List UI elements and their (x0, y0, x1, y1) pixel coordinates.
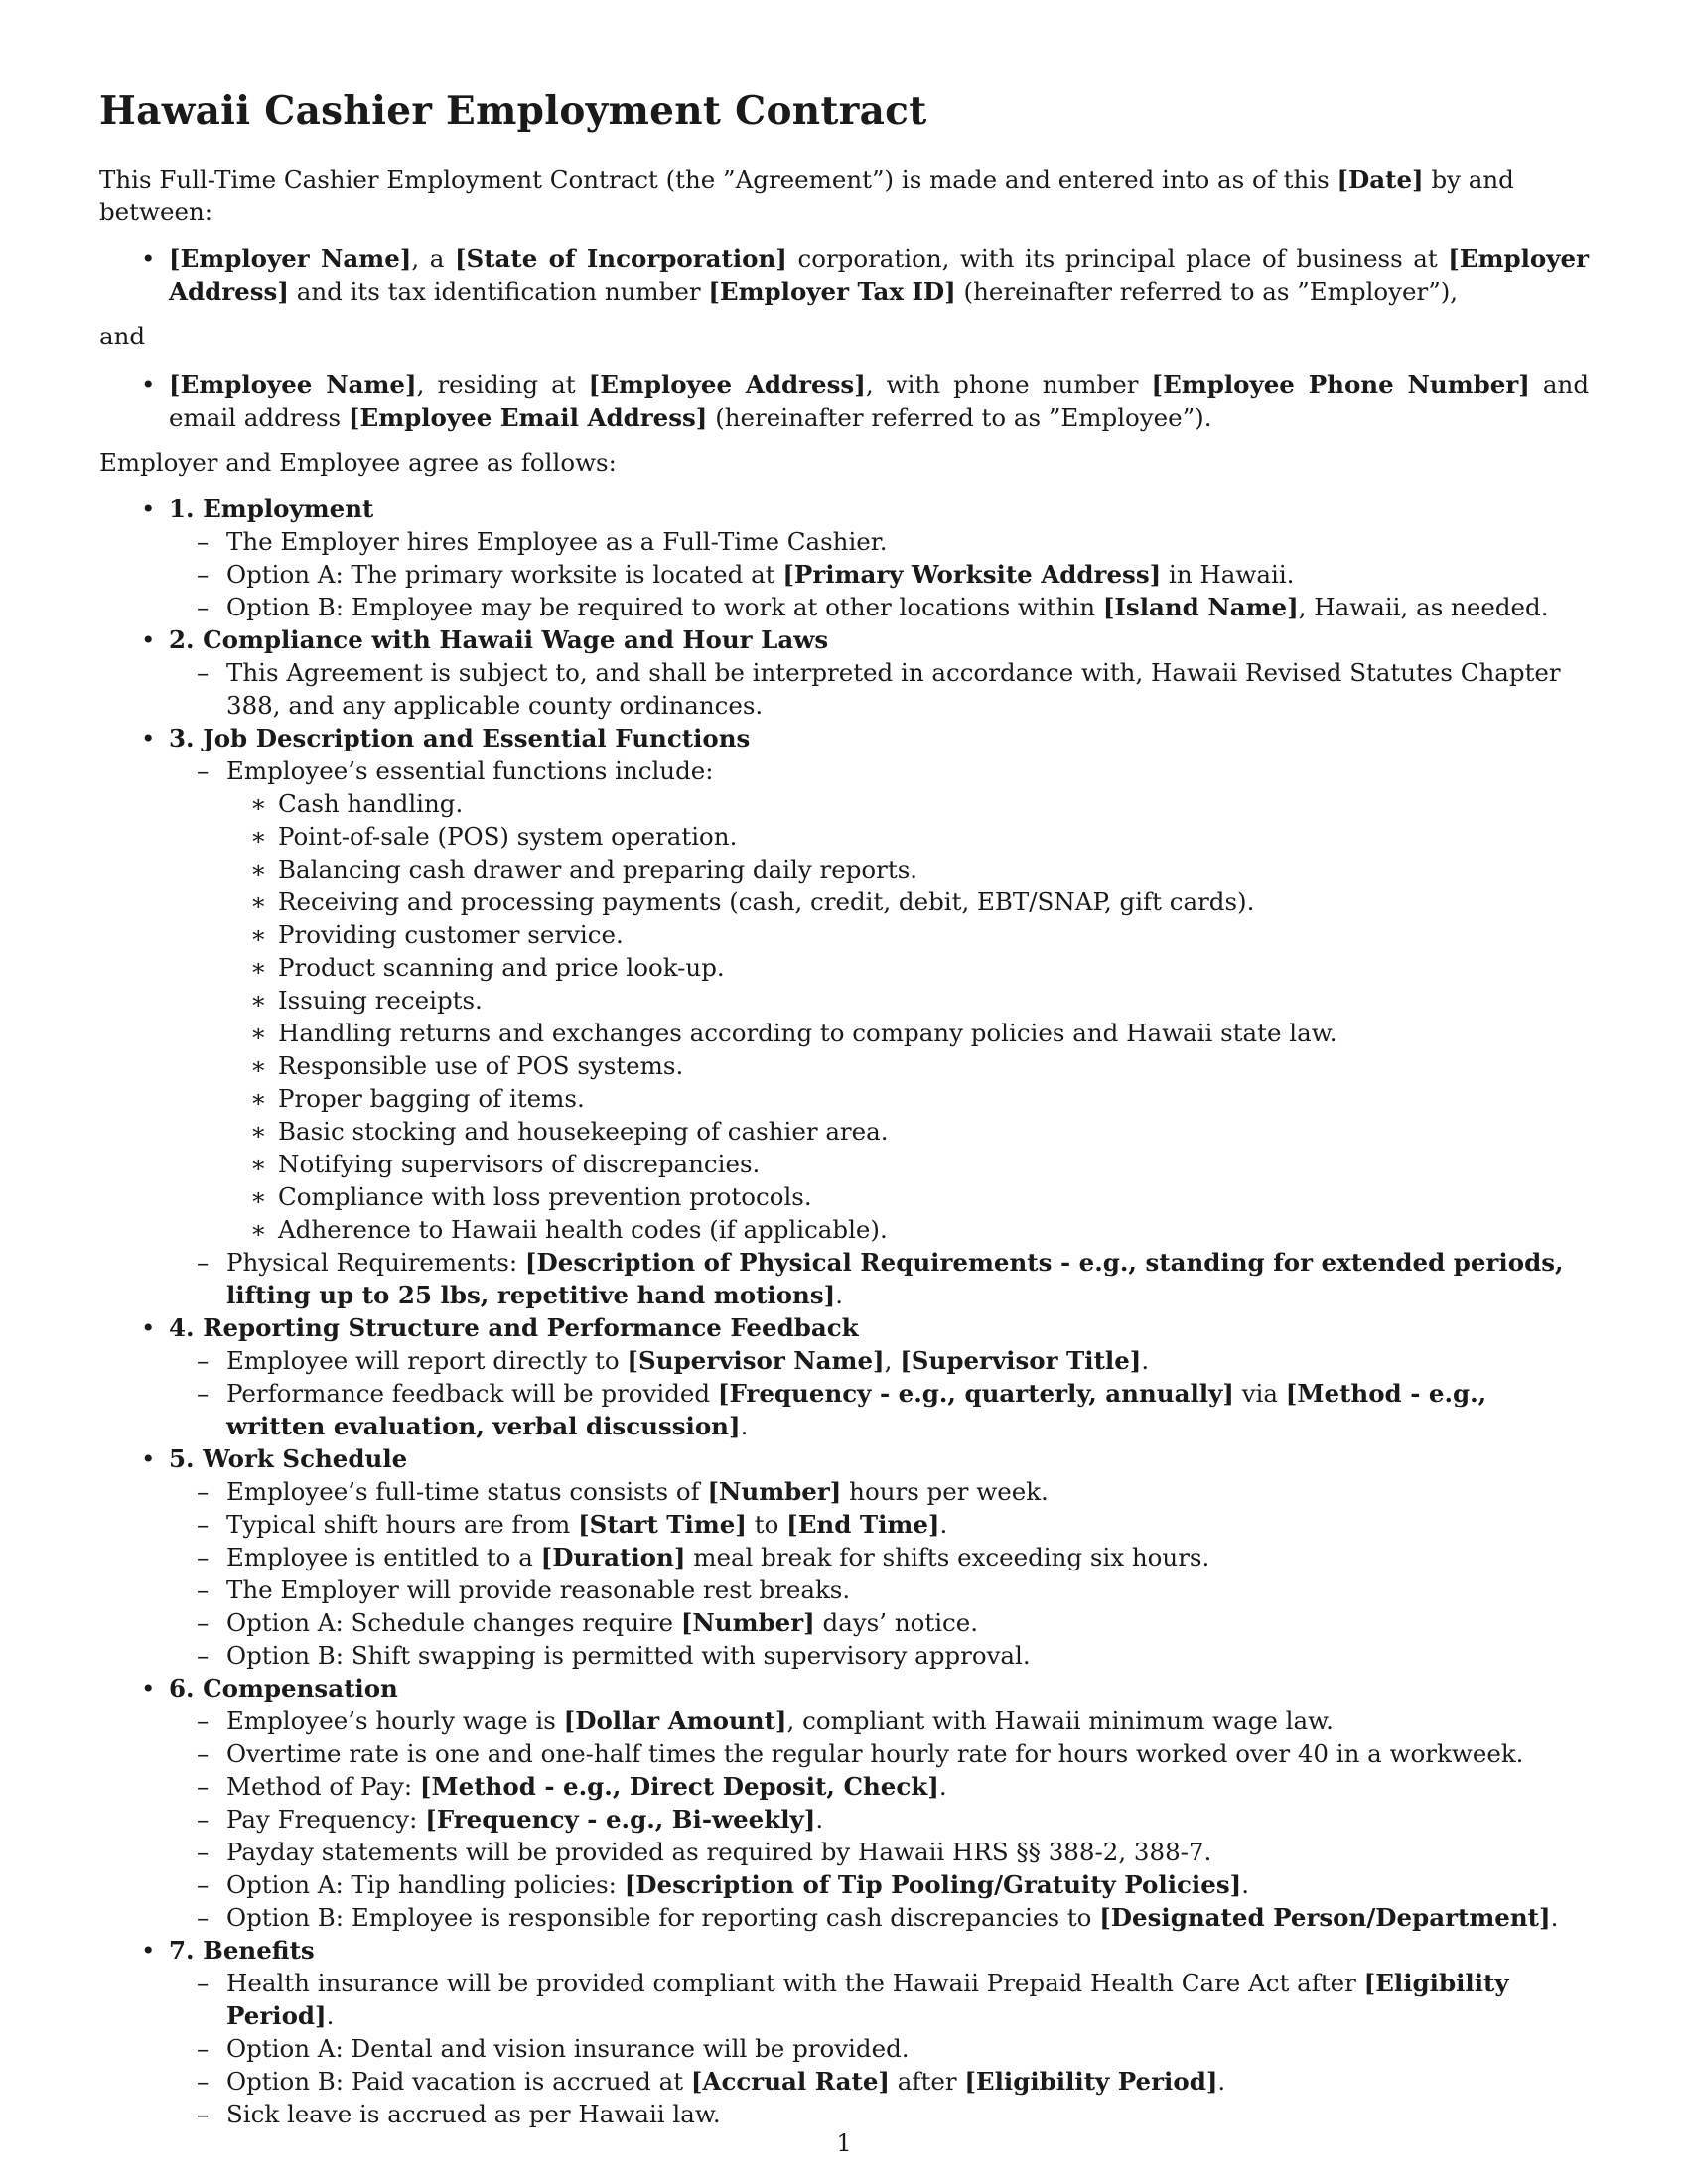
page-number: 1 (836, 2129, 852, 2157)
function-item: ∗ Balancing cash drawer and preparing daily reports. (278, 853, 1589, 886)
employee-party-list (99, 368, 1589, 434)
and-connector: and (99, 322, 146, 350)
function-item: ∗ Notifying supervisors of discrepancies. (278, 1148, 1589, 1180)
section-job-description (169, 722, 1589, 1311)
list-item: – Option A: Schedule changes require [Number] days’ notice. (226, 1606, 1589, 1639)
list-item: – Employee’s full-time status consists of [Number] hours per week. (226, 1475, 1589, 1508)
list-item: – Typical shift hours are from [Start Time] to [End Time]. (226, 1508, 1589, 1541)
section-title: 2. Compliance with Hawaii Wage and Hour Laws (169, 625, 829, 654)
function-item: ∗ Cash handling. (278, 787, 1589, 820)
list-item: – Method of Pay: [Method - e.g., Direct Deposit, Check]. (226, 1770, 1589, 1803)
section-title: 7. Benefits (169, 1936, 315, 1965)
list-item: – Sick leave is accrued as per Hawaii law. (226, 2098, 1589, 2130)
list-item: – Option B: Employee is responsible for reporting cash discrepancies to [Designated Person/Department]. (226, 1901, 1589, 1934)
list-item: – Overtime rate is one and one-half times the regular hourly rate for hours worked over 40 in a workweek. (226, 1737, 1589, 1770)
function-item: ∗ Providing customer service. (278, 918, 1589, 951)
function-item: ∗ Product scanning and price look-up. (278, 951, 1589, 984)
list-item: – Employee will report directly to [Supervisor Name], [Supervisor Title]. (226, 1344, 1589, 1377)
function-item: ∗ Issuing receipts. (278, 984, 1589, 1017)
function-item: ∗ Responsible use of POS systems. (278, 1049, 1589, 1082)
date-placeholder: [Date] (1336, 165, 1424, 194)
section-work-schedule (169, 1442, 1589, 1672)
list-item: – Pay Frequency: [Frequency - e.g., Bi-weekly]. (226, 1803, 1589, 1836)
agreement-lead: Employer and Employee agree as follows: (99, 448, 617, 477)
section-benefits (169, 1934, 1589, 2130)
contract-page (99, 87, 1589, 2130)
list-item: – Employee’s hourly wage is [Dollar Amount], compliant with Hawaii minimum wage law. (226, 1705, 1589, 1737)
list-item: – Option B: Shift swapping is permitted with supervisory approval. (226, 1639, 1589, 1672)
employer-party: • [Employer Name], a [State of Incorporation] corporation, with its principal place of business at [Employer Address] and its tax identification number [Employer Tax ID] (hereinafter referred to as ”Employer”), (169, 242, 1589, 308)
employer-party-list (99, 242, 1589, 308)
list-item: – Option B: Employee may be required to work at other locations within [Island Name], Hawaii, as needed. (226, 591, 1589, 623)
contract-sections (99, 492, 1589, 2130)
function-item: ∗ Handling returns and exchanges according to company policies and Hawaii state law. (278, 1017, 1589, 1049)
list-item: – Option A: Dental and vision insurance will be provided. (226, 2032, 1589, 2065)
function-item: ∗ Basic stocking and housekeeping of cashier area. (278, 1115, 1589, 1148)
list-item: – The Employer hires Employee as a Full-Time Cashier. (226, 525, 1589, 558)
section-employment (169, 492, 1589, 623)
list-item: – Option A: The primary worksite is located at [Primary Worksite Address] in Hawaii. (226, 558, 1589, 591)
page-title: Hawaii Cashier Employment Contract (99, 88, 927, 134)
function-item: ∗ Point-of-sale (POS) system operation. (278, 820, 1589, 853)
list-item: – This Agreement is subject to, and shall be interpreted in accordance with, Hawaii Revised Statutes Chapter 388, and any applicable county ordinances. (226, 656, 1589, 722)
list-item: – Physical Requirements: [Description of Physical Requirements - e.g., standing for extended periods, lifting up to 25 lbs, repetitive hand motions]. (226, 1246, 1589, 1311)
list-item: – Employee is entitled to a [Duration] meal break for shifts exceeding six hours. (226, 1541, 1589, 1573)
function-item: ∗ Compliance with loss prevention protocols. (278, 1180, 1589, 1213)
list-item: – Health insurance will be provided compliant with the Hawaii Prepaid Health Care Act after [Eligibility Period]. (226, 1967, 1589, 2032)
list-item: – Performance feedback will be provided [Frequency - e.g., quarterly, annually] via [Method - e.g., written evaluation, verbal discussion]. (226, 1377, 1589, 1442)
section-reporting (169, 1311, 1589, 1442)
function-item: ∗ Adherence to Hawaii health codes (if applicable). (278, 1213, 1589, 1246)
section-title: 5. Work Schedule (169, 1444, 408, 1473)
list-item: – Option B: Paid vacation is accrued at [Accrual Rate] after [Eligibility Period]. (226, 2065, 1589, 2098)
intro-paragraph: This Full-Time Cashier Employment Contract (the ”Agreement”) is made and entered into as of this [Date] by and between: (99, 165, 1514, 226)
employee-party: • [Employee Name], residing at [Employee Address], with phone number [Employee Phone Number] and email address [Employee Email Address] (hereinafter referred to as ”Employee”). (169, 368, 1589, 434)
list-item: – The Employer will provide reasonable rest breaks. (226, 1573, 1589, 1606)
section-compliance (169, 623, 1589, 722)
essential-functions-list (226, 787, 1589, 1246)
list-item: – Payday statements will be provided as required by Hawaii HRS §§ 388-2, 388-7. (226, 1836, 1589, 1868)
section-title: 3. Job Description and Essential Functions (169, 724, 751, 752)
section-title: 6. Compensation (169, 1674, 398, 1703)
function-item: ∗ Receiving and processing payments (cash, credit, debit, EBT/SNAP, gift cards). (278, 886, 1589, 918)
section-title: 4. Reporting Structure and Performance Feedback (169, 1313, 859, 1342)
function-item: ∗ Proper bagging of items. (278, 1082, 1589, 1115)
list-item: – Employee’s essential functions include: ∗ Cash handling. ∗ Point-of-sale (POS) system operation. ∗ Balancing cash drawer and preparing daily reports. ∗ Receiving and processing payments (cash, credit, debit, EBT/SNAP, gift cards). ∗ Providing customer service. ∗ Product scanning and price look-up. ∗ Issuing receipts. ∗ Handling returns and exchanges according to company policies and Hawaii state law. ∗ Responsible use of POS systems. ∗ Proper bagging of items. ∗ Basic stocking and housekeeping of cashier area. ∗ Notifying supervisors of discrepancies. ∗ Compliance with loss prevention protocols. ∗ Adherence to Hawaii health codes (if applicable). (226, 754, 1589, 1246)
section-title: 1. Employment (169, 494, 374, 523)
section-compensation (169, 1672, 1589, 1934)
list-item: – Option A: Tip handling policies: [Description of Tip Pooling/Gratuity Policies]. (226, 1868, 1589, 1901)
